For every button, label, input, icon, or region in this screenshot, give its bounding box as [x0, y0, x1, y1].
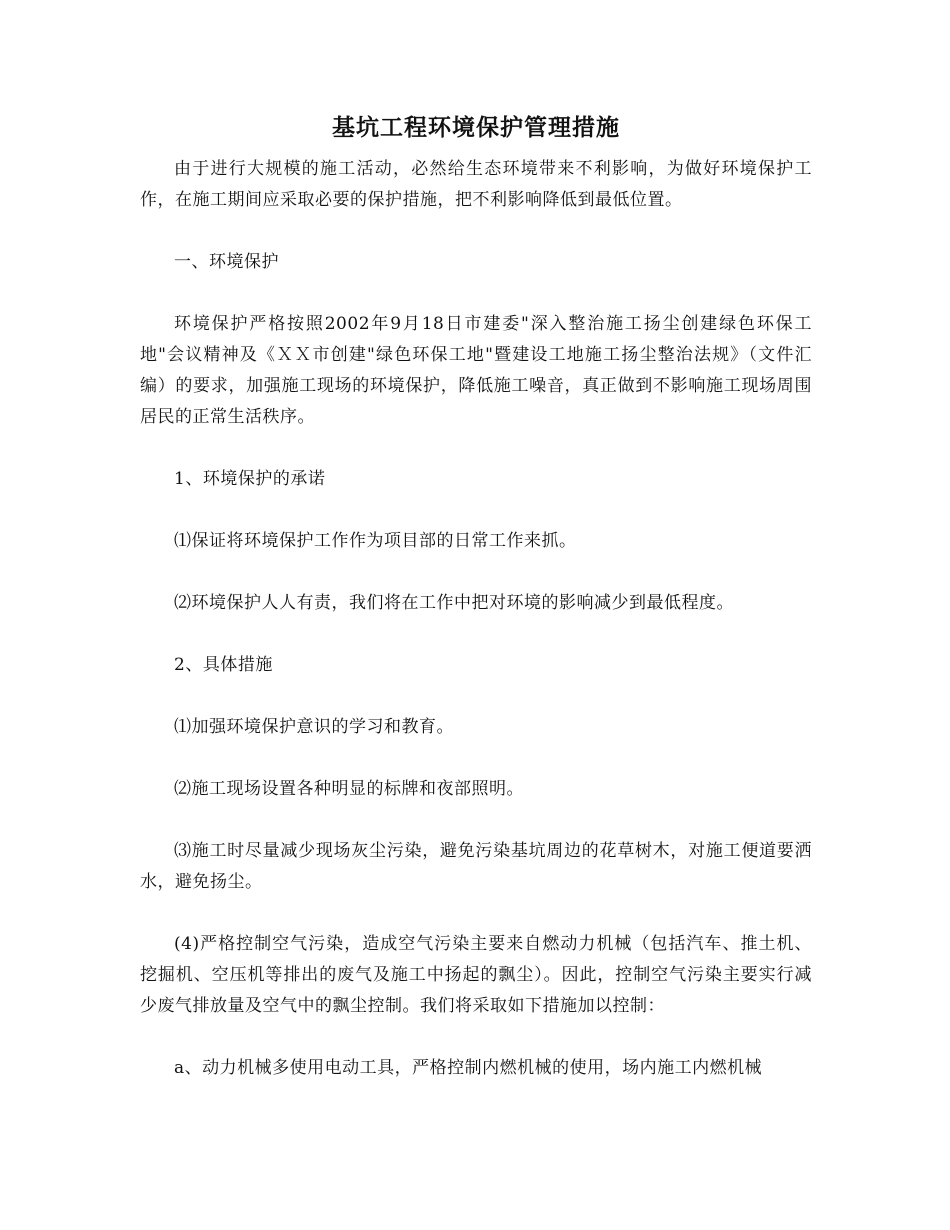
list-item-measure-1: ⑴加强环境保护意识的学习和教育。: [174, 717, 454, 737]
heading-commitment: 1、环境保护的承诺: [174, 469, 326, 489]
paragraph-intro: 由于进行大规模的施工活动，必然给生态环境带来不利影响，为做好环境保护工作，在施工期间应采取必要的保护措施，把不利影响降低到最低位置。: [140, 159, 812, 210]
document-body: [140, 108, 812, 1084]
list-item-commitment-1: ⑴保证将环境保护工作作为项目部的日常工作来抓。: [174, 531, 577, 551]
heading-specific-measures: 2、具体措施: [174, 655, 273, 675]
list-item-measure-2: ⑵施工现场设置各种明显的标牌和夜部照明。: [174, 779, 524, 799]
list-item-measure-4: (4)严格控制空气污染，造成空气污染主要来自燃动力机械（包括汽车、推土机、挖掘机、空压机等排出的废气及施工中扬起的飘尘）。因此，控制空气污染主要实行减少废气排放量及空气中的飘尘控制。我们将采取如下措施加以控制：: [140, 934, 812, 1016]
list-item-commitment-2: ⑵环境保护人人有责，我们将在工作中把对环境的影响减少到最低程度。: [174, 593, 734, 613]
document-title: 基坑工程环境保护管理措施: [332, 115, 620, 141]
list-item-measure-3: ⑶施工时尽量减少现场灰尘污染，避免污染基坑周边的花草树木，对施工便道要洒水，避免扬尘。: [140, 841, 812, 892]
list-item-measure-4a: a、动力机械多使用电动工具，严格控制内燃机械的使用，场内施工内燃机械: [174, 1058, 763, 1078]
paragraph-regulation-basis: 环境保护严格按照2002年9月18日市建委"深入整治施工扬尘创建绿色环保工地"会议精神及《ＸＸ市创建"绿色环保工地"暨建设工地施工扬尘整治法规》（文件汇编）的要求，加强施工现场的环境保护，降低施工噪音，真正做到不影响施工现场周围居民的正常生活秩序。: [140, 314, 812, 427]
heading-environment-protection: 一、环境保护: [174, 252, 279, 272]
